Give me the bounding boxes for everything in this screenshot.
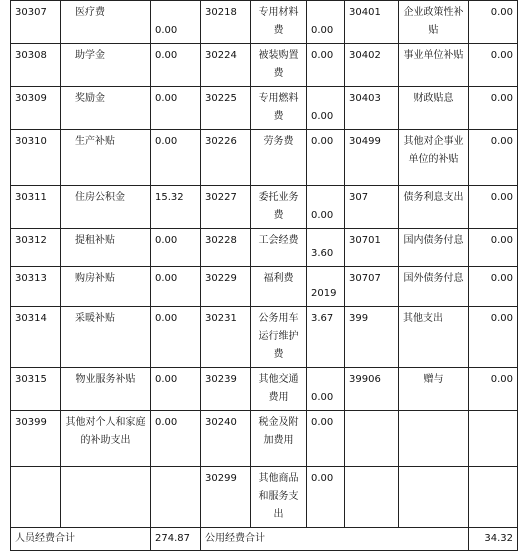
code-cell: 30314 <box>11 307 61 368</box>
item-name-cell: 生产补贴 <box>61 130 151 186</box>
amount-cell: 0.00 <box>151 229 201 267</box>
item-name-cell: 公务用车运行维护费 <box>251 307 307 368</box>
code-cell: 30312 <box>11 229 61 267</box>
item-name-cell: 工会经费 <box>251 229 307 267</box>
amount-cell: 0.00 <box>469 229 518 267</box>
amount-cell: 0.00 <box>307 1 345 44</box>
code-cell: 399 <box>345 307 399 368</box>
table-row <box>11 1 518 44</box>
public-total-label: 公用经费合计 <box>201 528 469 551</box>
item-name-cell <box>399 411 469 467</box>
code-cell: 30229 <box>201 267 251 307</box>
amount-cell: 0.00 <box>307 44 345 87</box>
item-name-cell: 赠与 <box>399 368 469 411</box>
item-name-cell: 劳务费 <box>251 130 307 186</box>
item-name-cell: 其他对企事业单位的补贴 <box>399 130 469 186</box>
code-cell: 30315 <box>11 368 61 411</box>
item-name-cell: 国外债务付息 <box>399 267 469 307</box>
item-name-cell: 财政贴息 <box>399 87 469 130</box>
item-name-cell: 其他支出 <box>399 307 469 368</box>
amount-cell: 0.00 <box>151 411 201 467</box>
amount-cell: 0.00 <box>151 267 201 307</box>
item-name-cell: 采暖补贴 <box>61 307 151 368</box>
code-cell: 39906 <box>345 368 399 411</box>
table-row <box>11 229 518 267</box>
amount-cell: 0.00 <box>469 44 518 87</box>
amount-cell: 0.00 <box>307 130 345 186</box>
code-cell: 30310 <box>11 130 61 186</box>
amount-cell: 0.00 <box>307 467 345 528</box>
item-name-cell: 债务利息支出 <box>399 186 469 229</box>
amount-cell: 0.00 <box>307 411 345 467</box>
amount-cell: 0.00 <box>151 307 201 368</box>
item-name-cell: 奖励金 <box>61 87 151 130</box>
table-row <box>11 44 518 87</box>
amount-cell: 0.00 <box>151 44 201 87</box>
amount-cell <box>469 467 518 528</box>
code-cell: 30231 <box>201 307 251 368</box>
code-cell: 30401 <box>345 1 399 44</box>
amount-cell: 0.00 <box>151 368 201 411</box>
code-cell: 30227 <box>201 186 251 229</box>
amount-cell: 3.67 <box>307 307 345 368</box>
code-cell: 30307 <box>11 1 61 44</box>
table-row <box>11 307 518 368</box>
amount-cell: 15.32 <box>151 186 201 229</box>
table-row <box>11 411 518 467</box>
code-cell: 30218 <box>201 1 251 44</box>
amount-cell: 0.00 <box>469 87 518 130</box>
personnel-total-value: 274.87 <box>151 528 201 551</box>
public-total-value: 34.32 <box>469 528 518 551</box>
item-name-cell: 购房补贴 <box>61 267 151 307</box>
item-name-cell: 专用材料费 <box>251 1 307 44</box>
item-name-cell: 被装购置费 <box>251 44 307 87</box>
amount-cell: 0.00 <box>307 87 345 130</box>
amount-cell: 0.00 <box>469 307 518 368</box>
table-row <box>11 267 518 307</box>
code-cell: 30313 <box>11 267 61 307</box>
amount-cell: 0.00 <box>151 1 201 44</box>
amount-cell: 0.00 <box>307 368 345 411</box>
item-name-cell: 其他商品和服务支出 <box>251 467 307 528</box>
code-cell <box>345 467 399 528</box>
table-row <box>11 368 518 411</box>
code-cell: 30402 <box>345 44 399 87</box>
code-cell: 30239 <box>201 368 251 411</box>
item-name-cell: 福利费 <box>251 267 307 307</box>
personnel-total-label: 人员经费合计 <box>11 528 151 551</box>
amount-cell: 0.00 <box>151 87 201 130</box>
amount-cell: 3.60 <box>307 229 345 267</box>
item-name-cell: 委托业务费 <box>251 186 307 229</box>
code-cell: 30701 <box>345 229 399 267</box>
amount-cell: 0.00 <box>307 186 345 229</box>
amount-cell <box>151 467 201 528</box>
code-cell: 30311 <box>11 186 61 229</box>
code-cell: 30308 <box>11 44 61 87</box>
item-name-cell: 助学金 <box>61 44 151 87</box>
table-row <box>11 87 518 130</box>
amount-cell: 0.00 <box>469 267 518 307</box>
amount-cell: 0.00 <box>469 186 518 229</box>
code-cell: 30225 <box>201 87 251 130</box>
item-name-cell: 其他对个人和家庭的补助支出 <box>61 411 151 467</box>
item-name-cell: 专用燃料费 <box>251 87 307 130</box>
table-row <box>11 467 518 528</box>
code-cell: 30240 <box>201 411 251 467</box>
code-cell: 307 <box>345 186 399 229</box>
item-name-cell <box>61 467 151 528</box>
amount-cell: 0.00 <box>469 1 518 44</box>
item-name-cell: 医疗费 <box>61 1 151 44</box>
code-cell: 30499 <box>345 130 399 186</box>
item-name-cell: 物业服务补贴 <box>61 368 151 411</box>
item-name-cell: 住房公积金 <box>61 186 151 229</box>
amount-cell: 0.00 <box>151 130 201 186</box>
code-cell: 30707 <box>345 267 399 307</box>
code-cell <box>11 467 61 528</box>
item-name-cell: 国内债务付息 <box>399 229 469 267</box>
item-name-cell <box>399 467 469 528</box>
item-name-cell: 企业政策性补贴 <box>399 1 469 44</box>
item-name-cell: 提租补贴 <box>61 229 151 267</box>
item-name-cell: 事业单位补贴 <box>399 44 469 87</box>
code-cell <box>345 411 399 467</box>
amount-cell: 2019 <box>307 267 345 307</box>
code-cell: 30224 <box>201 44 251 87</box>
code-cell: 30403 <box>345 87 399 130</box>
code-cell: 30299 <box>201 467 251 528</box>
amount-cell <box>469 411 518 467</box>
table-row <box>11 186 518 229</box>
expenditure-table <box>10 0 518 551</box>
item-name-cell: 税金及附加费用 <box>251 411 307 467</box>
item-name-cell: 其他交通费用 <box>251 368 307 411</box>
code-cell: 30226 <box>201 130 251 186</box>
amount-cell: 0.00 <box>469 130 518 186</box>
code-cell: 30228 <box>201 229 251 267</box>
table-row <box>11 130 518 186</box>
amount-cell: 0.00 <box>469 368 518 411</box>
code-cell: 30309 <box>11 87 61 130</box>
totals-row <box>11 528 518 551</box>
code-cell: 30399 <box>11 411 61 467</box>
